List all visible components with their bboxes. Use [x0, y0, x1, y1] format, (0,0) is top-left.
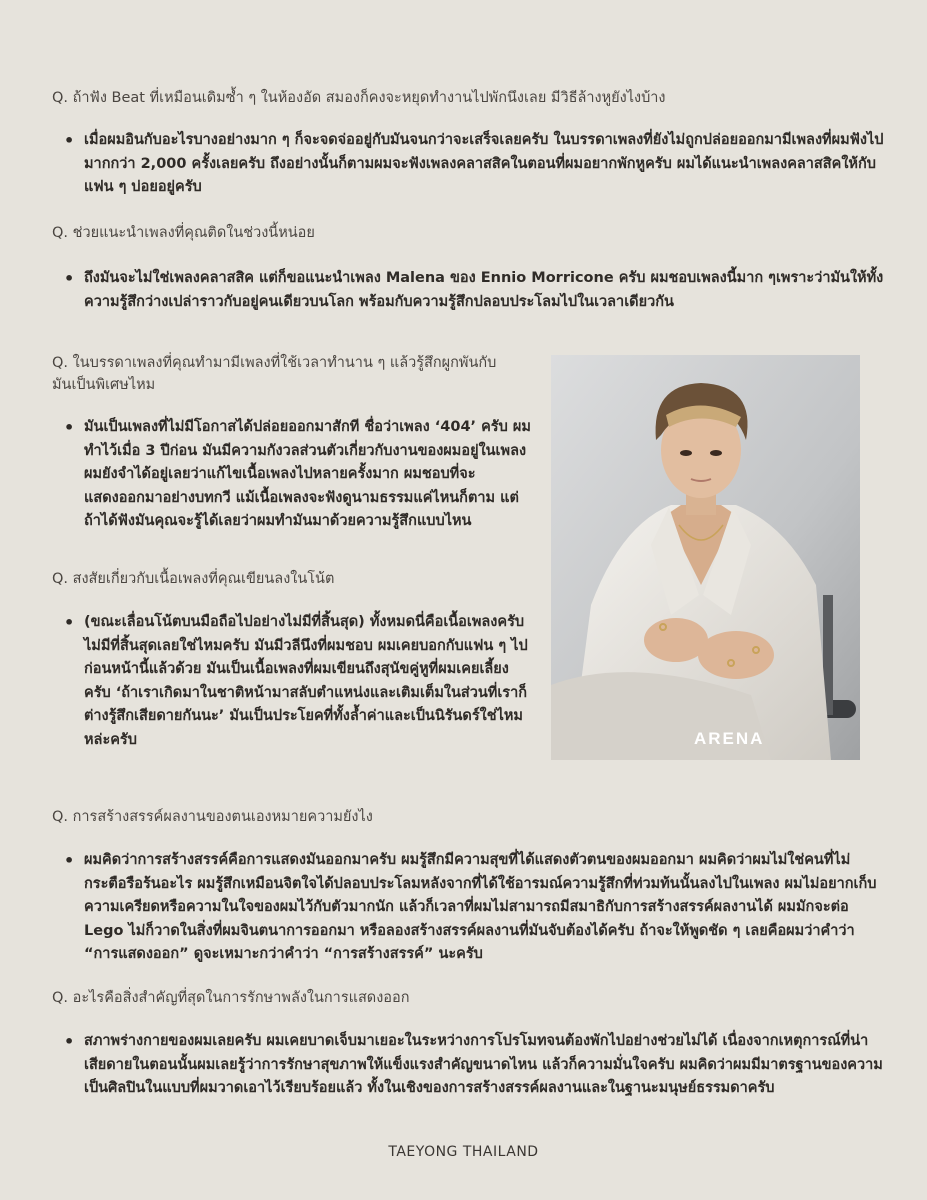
answer-4 — [64, 611, 534, 752]
bullet: • — [64, 269, 75, 288]
portrait-illustration — [551, 355, 860, 760]
bullet: • — [64, 418, 75, 437]
answer-5 — [64, 849, 884, 967]
question-2: Q. ช่วยแนะนำเพลงที่คุณติดในช่วงนี้หน่อย — [52, 225, 315, 241]
answer-3 — [64, 416, 534, 534]
question-3: Q. ในบรรดาเพลงที่คุณทำมามีเพลงที่ใช้เวลาทำนาน ๆ แล้วรู้สึกผูกพันกับมันเป็นพิเศษไหม — [52, 355, 497, 393]
answer-text: ถึงมันจะไม่ใช่เพลงคลาสสิค แต่ก็ขอแนะนำเพลง Malena ของ Ennio Morricone ครับ ผมชอบเพลงนี้มาก ๆเพราะว่ามันให้ทั้งความรู้สึกว่างเปล่าราวกับอยู่คนเดียวบนโลก พร้อมกับความรู้สึกปลอบประโลมไปในเวลาเดียวกัน — [84, 270, 884, 310]
answer-text: สภาพร่างกายของผมเลยครับ ผมเคยบาดเจ็บมาเยอะในระหว่างการโปรโมทจนต้องพักไปอย่างช่วยไม่ได้ เนื่องจากเหตุการณ์ที่น่าเสียดายในตอนนั้นผมเลยรู้ว่าการรักษาสุขภาพให้แข็งแรงสำคัญขนาดไหน แล้วก็ความมั่นใจครับ ผมคิดว่าผมมีมาตรฐานของความเป็นศิลปินในแบบที่ผมวาดเอาไว้เรียบร้อยแล้ว ทั้งในเชิงของการสร้างสรรค์ผลงานและในฐานะมนุษย์ธรรมดาครับ — [84, 1033, 883, 1096]
portrait-photo — [551, 355, 860, 760]
answer-6 — [64, 1030, 884, 1101]
question-4: Q. สงสัยเกี่ยวกับเนื้อเพลงที่คุณเขียนลงในโน้ต — [52, 571, 335, 587]
question-1: Q. ถ้าฟัง Beat ที่เหมือนเดิมซ้ำ ๆ ในห้องอัด สมองก็คงจะหยุดทำงานไปพักนึงเลย มีวิธีล้างหูยังไงบ้าง — [52, 90, 666, 106]
bullet: • — [64, 851, 75, 870]
answer-2 — [64, 267, 884, 314]
answer-text: มันเป็นเพลงที่ไม่มีโอกาสได้ปล่อยออกมาสักที ชื่อว่าเพลง ‘404’ ครับ ผมทำไว้เมื่อ 3 ปีก่อน มันมีความกังวลส่วนตัวเกี่ยวกับงานของผมอยู่ในเพลง ผมยังจำได้อยู่เลยว่าแก้ไขเนื้อเพลงไปหลายครั้งมาก ผมชอบที่จะแสดงออกมาอย่างบทกวี แม้เนื้อเพลงจะฟังดูนามธรรมแค่ไหนก็ตาม แต่ถ้าได้ฟังมันคุณจะรู้ได้เลยว่าผมทำมันมาด้วยความรู้สึกแบบไหน — [84, 419, 531, 529]
footer-credit: TAEYONG THAILAND — [388, 1144, 539, 1160]
question-6: Q. อะไรคือสิ่งสำคัญที่สุดในการรักษาพลังในการแสดงออก — [52, 990, 410, 1006]
magazine-logo: ARENA — [694, 729, 765, 748]
answer-text: เมื่อผมอินกับอะไรบางอย่างมาก ๆ ก็จะจดจ่ออยู่กับมันจนกว่าจะเสร็จเลยครับ ในบรรดาเพลงที่ยังไม่ถูกปล่อยออกมามีเพลงที่ผมฟังไปมากกว่า 2,000 ครั้งเลยครับ ถึงอย่างนั้นก็ตามผมจะฟังเพลงคลาสสิคในตอนที่ผมอยากพักหูครับ ผมได้แนะนำเพลงคลาสสิคให้กับแฟน ๆ บ่อยอยู่ครับ — [84, 132, 884, 195]
bullet: • — [64, 131, 75, 150]
bullet: • — [64, 1032, 75, 1051]
answer-1 — [64, 129, 884, 200]
answer-text: (ขณะเลื่อนโน้ตบนมือถือไปอย่างไม่มีที่สิ้นสุด) ทั้งหมดนี่คือเนื้อเพลงครับ ไม่มีที่สิ้นสุดเลยใช่ไหมครับ มันมีวลีนึงที่ผมชอบ ผมเคยบอกกับแฟน ๆ ไปก่อนหน้านี้แล้วด้วย มันเป็นเนื้อเพลงที่ผมเขียนถึงสุนัขคู่หูที่ผมเคยเลี้ยงครับ ‘ถ้าเราเกิดมาในชาติหน้ามาสลับตำแหน่งและเติมเต็มในส่วนที่เราก็ต่างรู้สึกเสียดายกันนะ’ มันเป็นประโยคที่ทั้งล้ำค่าและเป็นนิรันดร์ใช่ไหมหล่ะครับ — [84, 614, 528, 748]
question-5: Q. การสร้างสรรค์ผลงานของตนเองหมายความยังไง — [52, 809, 373, 825]
bullet: • — [64, 613, 75, 632]
answer-text: ผมคิดว่าการสร้างสรรค์คือการแสดงมันออกมาครับ ผมรู้สึกมีความสุขที่ได้แสดงตัวตนของผมออกมา ผมคิดว่าผมไม่ใช่คนที่ไม่กระตือรือร้นอะไร ผมรู้สึกเหมือนจิตใจได้ปลอบประโลมหลังจากที่ได้ใช้อารมณ์ความรู้สึกที่ท่วมท้นนั้นลงไปในเพลง ผมไม่อยากเก็บความเครียดหรือความในใจของผมไว้กับตัวมากนัก แล้วก็เวลาที่ผมไม่สามารถมีสมาธิกับการสร้างสรรค์ผลงานได้ ผมมักจะต่อ Lego ไม่ก็วาดในสิ่งที่ผมจินตนาการออกมา หรือลองสร้างสรรค์ผลงานที่มันจับต้องได้ครับ ถ้าจะให้พูดชัด ๆ เลยคือผมว่าคำว่า “การแสดงออก” ดูจะเหมาะกว่าคำว่า “การสร้างสรรค์” นะครับ — [84, 852, 877, 962]
